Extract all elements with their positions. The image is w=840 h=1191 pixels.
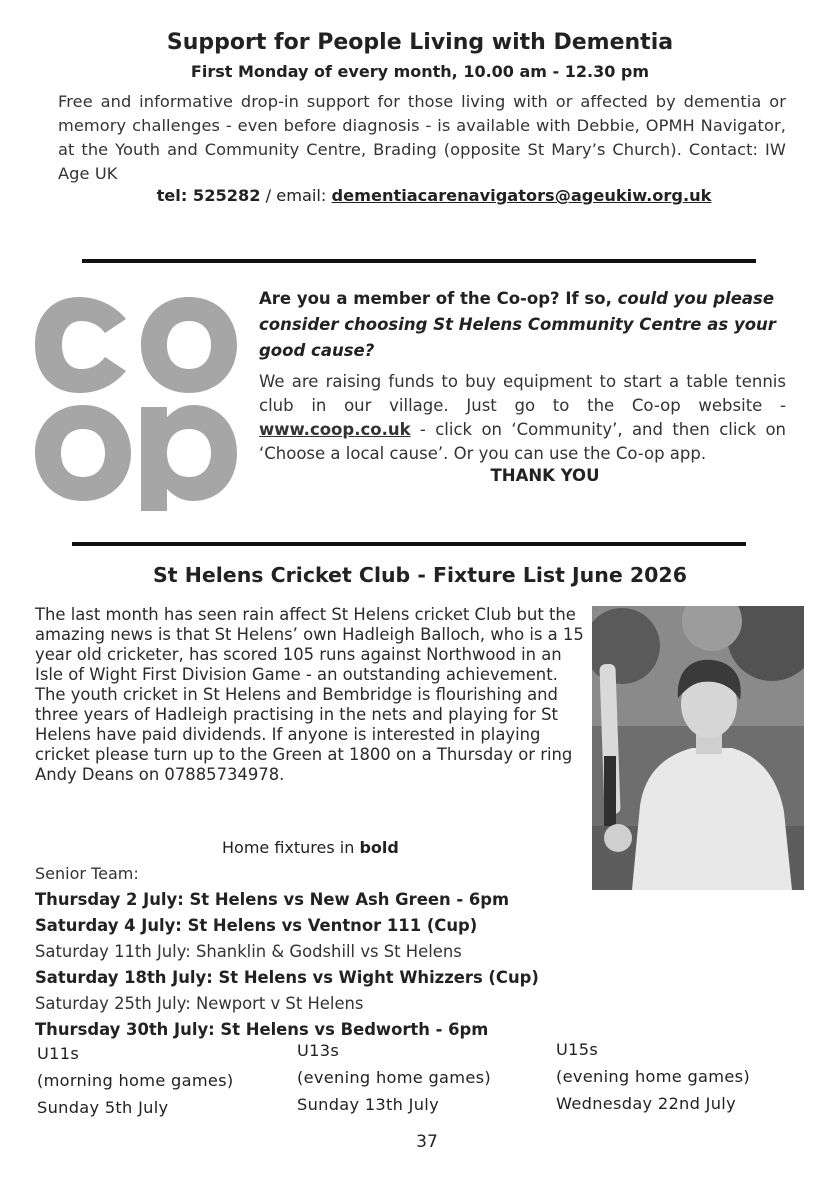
home-note-prefix: Home fixtures in [222, 838, 360, 857]
coop-body-start: We are raising funds to buy equipment to start a table tennis club in our village. Just go to the Co-op website - [259, 372, 786, 415]
fixture-row: Thursday 2 July: St Helens vs New Ash Green - 6pm [35, 890, 510, 909]
junior-team-u13 [297, 1037, 491, 1118]
junior-team-note: (evening home games) [556, 1067, 750, 1086]
junior-team-u11 [37, 1040, 234, 1121]
home-fixtures-note [222, 838, 399, 857]
coop-logo [31, 293, 243, 511]
coop-body-end: - click on ‘Community’, and then click on ‘Choose a local cause’. Or you can use the Co-op app. [259, 420, 786, 463]
fixture-row: Saturday 11th July: Shanklin & Godshill vs St Helens [35, 942, 462, 961]
coop-question [259, 286, 791, 364]
coop-question-italic: could you please consider choosing St Helens Community Centre as your good cause? [259, 289, 776, 360]
cricket-player-photo [592, 606, 804, 890]
fixture-row: Thursday 30th July: St Helens vs Bedworth - 6pm [35, 1020, 489, 1039]
dementia-subtitle: First Monday of every month, 10.00 am - 12.30 pm [190, 62, 650, 81]
coop-thanks: THANK YOU [490, 466, 600, 485]
cricket-title: St Helens Cricket Club - Fixture List June 2026 [153, 563, 687, 587]
junior-team-date: Wednesday 22nd July [556, 1094, 736, 1113]
section-divider [72, 542, 746, 546]
dementia-tel: tel: 525282 [156, 186, 261, 205]
senior-fixture-list [35, 887, 539, 1043]
junior-team-note: (evening home games) [297, 1068, 491, 1087]
home-note-bold: bold [359, 838, 399, 857]
coop-website-link[interactable]: www.coop.co.uk [259, 420, 411, 439]
junior-team-date: Sunday 13th July [297, 1095, 439, 1114]
fixture-row: Saturday 4 July: St Helens vs Ventnor 111 (Cup) [35, 916, 478, 935]
dementia-email-label: / email: [260, 186, 332, 205]
fixture-row: Saturday 18th July: St Helens vs Wight Whizzers (Cup) [35, 968, 539, 987]
junior-team-name: U15s [556, 1040, 599, 1059]
coop-body [259, 370, 786, 466]
page-number: 37 [416, 1132, 438, 1152]
section-divider [82, 259, 756, 263]
junior-team-note: (morning home games) [37, 1071, 234, 1090]
junior-team-name: U11s [37, 1044, 80, 1063]
senior-team-label: Senior Team: [35, 864, 139, 883]
dementia-body: Free and informative drop-in support for those living with or affected by dementia or memory challenges - even before diagnosis - is available with Debbie, OPMH Navigator, at the Youth and Community Centre, Brading (opposite St Mary’s Church). Contact: IW Age UK [58, 92, 786, 183]
dementia-contact [0, 186, 840, 205]
cricket-body: The last month has seen rain affect St Helens cricket Club but the amazing news is that St Helens’ own Hadleigh Balloch, who is a 15 year old cricketer, has scored 105 runs against Northwood in an Isle of Wight First Division Game - an outstanding achievement. The youth cricket in St Helens and Bembridge is flourishing and three years of Hadleigh practising in the nets and playing for St Helens have paid dividends. If anyone is interested in playing cricket please turn up to the Green at 1800 on a Thursday or ring Andy Deans on 07885734978. [35, 605, 584, 784]
dementia-email-link[interactable]: dementiacarenavigators@ageukiw.org.uk [331, 186, 712, 205]
coop-question-plain: Are you a member of the Co-op? If so, [259, 289, 618, 308]
junior-team-date: Sunday 5th July [37, 1098, 169, 1117]
junior-team-u15 [556, 1036, 750, 1117]
dementia-title: Support for People Living with Dementia [166, 30, 674, 55]
junior-team-name: U13s [297, 1041, 340, 1060]
fixture-row: Saturday 25th July: Newport v St Helens [35, 994, 364, 1013]
